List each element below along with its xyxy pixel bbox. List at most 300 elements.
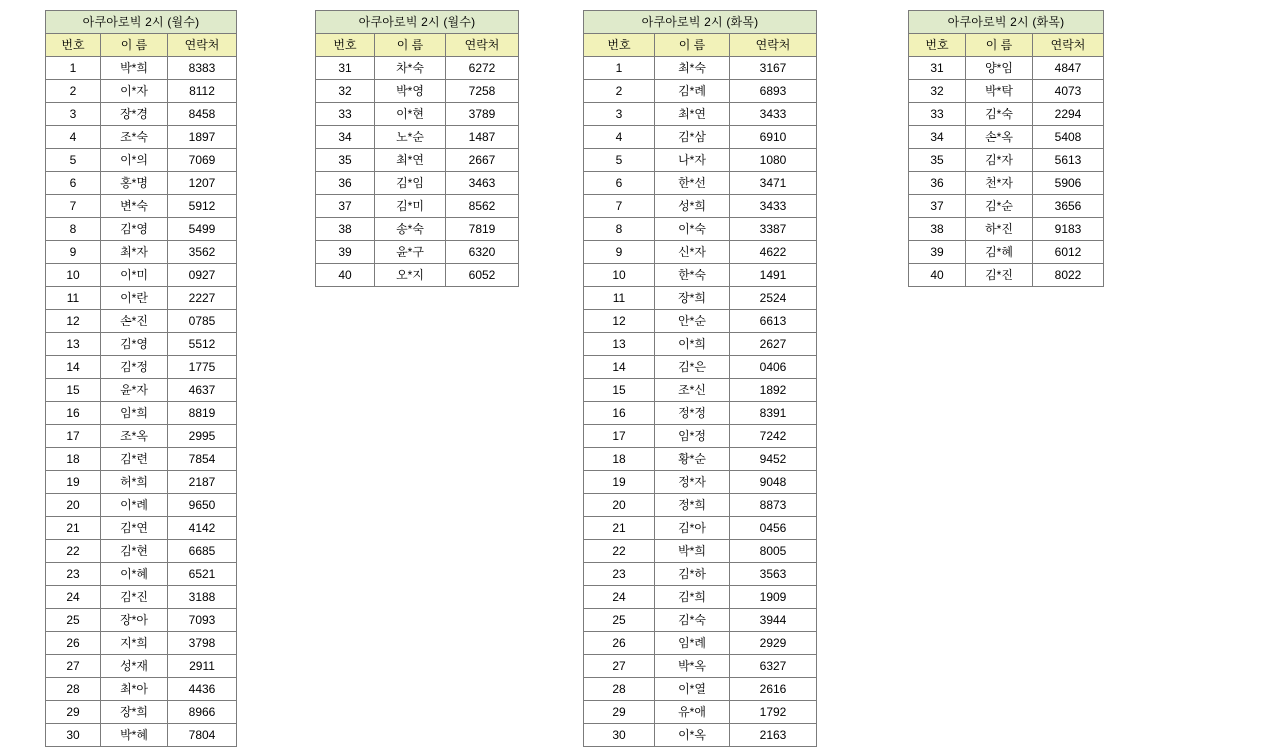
table-row <box>584 494 817 517</box>
table-cell: 3188 <box>168 586 237 609</box>
table-cell: 6 <box>46 172 101 195</box>
table-cell: 19 <box>584 471 655 494</box>
table-cell: 20 <box>46 494 101 517</box>
table-cell: 6685 <box>168 540 237 563</box>
table-cell: 27 <box>584 655 655 678</box>
table-row <box>46 563 237 586</box>
table-cell: 4142 <box>168 517 237 540</box>
table-cell: 이*란 <box>101 287 168 310</box>
table-cell: 2911 <box>168 655 237 678</box>
table-cell: 32 <box>909 80 966 103</box>
table-cell: 36 <box>316 172 375 195</box>
table-cell: 7258 <box>446 80 519 103</box>
table-cell: 6910 <box>730 126 817 149</box>
table-cell: 9452 <box>730 448 817 471</box>
table-row <box>909 218 1104 241</box>
column-header: 연락처 <box>168 34 237 57</box>
table-cell: 3433 <box>730 195 817 218</box>
table-cell: 이*희 <box>655 333 730 356</box>
table-row <box>46 57 237 80</box>
table-header-row <box>584 34 817 57</box>
column-header: 연락처 <box>1033 34 1104 57</box>
table-cell: 2667 <box>446 149 519 172</box>
table-cell: 2 <box>46 80 101 103</box>
column-header: 번호 <box>316 34 375 57</box>
table-row <box>46 471 237 494</box>
table-cell: 이*혜 <box>101 563 168 586</box>
table-row <box>584 172 817 195</box>
table-cell: 25 <box>46 609 101 632</box>
table-row <box>584 632 817 655</box>
table-cell: 1775 <box>168 356 237 379</box>
table-cell: 김*련 <box>101 448 168 471</box>
table-cell: 13 <box>584 333 655 356</box>
table-row <box>316 103 519 126</box>
table-row <box>584 287 817 310</box>
table-cell: 9 <box>584 241 655 264</box>
table-row <box>46 195 237 218</box>
table-row <box>584 103 817 126</box>
table-row <box>909 195 1104 218</box>
table-row <box>909 264 1104 287</box>
table-cell: 정*자 <box>655 471 730 494</box>
table-cell: 2524 <box>730 287 817 310</box>
table-cell: 22 <box>584 540 655 563</box>
table-cell: 지*희 <box>101 632 168 655</box>
table-cell: 3 <box>46 103 101 126</box>
table-row <box>46 126 237 149</box>
table-cell: 1 <box>584 57 655 80</box>
table-cell: 8 <box>46 218 101 241</box>
table-title: 아쿠아로빅 2시 (화목) <box>909 11 1104 34</box>
column-header: 이 름 <box>101 34 168 57</box>
table-cell: 7093 <box>168 609 237 632</box>
table-cell: 김*영 <box>101 333 168 356</box>
table-cell: 8022 <box>1033 264 1104 287</box>
table-cell: 김*순 <box>966 195 1033 218</box>
column-header: 번호 <box>909 34 966 57</box>
table-cell: 28 <box>584 678 655 701</box>
table-cell: 3167 <box>730 57 817 80</box>
table-cell: 30 <box>46 724 101 747</box>
table-row <box>316 149 519 172</box>
column-header: 이 름 <box>655 34 730 57</box>
table-cell: 한*숙 <box>655 264 730 287</box>
table-cell: 천*자 <box>966 172 1033 195</box>
table-row <box>909 149 1104 172</box>
table-cell: 1080 <box>730 149 817 172</box>
table-cell: 이*열 <box>655 678 730 701</box>
table-cell: 조*옥 <box>101 425 168 448</box>
table-cell: 3656 <box>1033 195 1104 218</box>
table-cell: 임*희 <box>101 402 168 425</box>
table-cell: 3 <box>584 103 655 126</box>
table-cell: 3789 <box>446 103 519 126</box>
table-cell: 4 <box>584 126 655 149</box>
table-cell: 김*임 <box>375 172 446 195</box>
table-cell: 33 <box>909 103 966 126</box>
table-row <box>584 80 817 103</box>
table-cell: 이*현 <box>375 103 446 126</box>
table-cell: 37 <box>909 195 966 218</box>
table-cell: 1207 <box>168 172 237 195</box>
table-cell: 6327 <box>730 655 817 678</box>
table-cell: 34 <box>316 126 375 149</box>
table-cell: 0927 <box>168 264 237 287</box>
table-cell: 17 <box>584 425 655 448</box>
table-row <box>46 678 237 701</box>
table-cell: 2929 <box>730 632 817 655</box>
table-row <box>46 655 237 678</box>
table-cell: 노*순 <box>375 126 446 149</box>
table-cell: 허*희 <box>101 471 168 494</box>
table-cell: 18 <box>46 448 101 471</box>
table-row <box>584 517 817 540</box>
table-cell: 12 <box>584 310 655 333</box>
table-cell: 10 <box>46 264 101 287</box>
table-title: 아쿠아로빅 2시 (화목) <box>584 11 817 34</box>
table-cell: 8966 <box>168 701 237 724</box>
table-cell: 3387 <box>730 218 817 241</box>
table-cell: 1909 <box>730 586 817 609</box>
table-cell: 성*재 <box>101 655 168 678</box>
table-cell: 21 <box>584 517 655 540</box>
table-cell: 김*자 <box>966 149 1033 172</box>
table-row <box>46 540 237 563</box>
table-cell: 34 <box>909 126 966 149</box>
table-cell: 나*자 <box>655 149 730 172</box>
table-cell: 2627 <box>730 333 817 356</box>
table-cell: 13 <box>46 333 101 356</box>
table-cell: 박*영 <box>375 80 446 103</box>
column-header: 이 름 <box>966 34 1033 57</box>
table-cell: 이*의 <box>101 149 168 172</box>
table-row <box>584 471 817 494</box>
table-cell: 차*숙 <box>375 57 446 80</box>
table-cell: 8 <box>584 218 655 241</box>
table-cell: 6893 <box>730 80 817 103</box>
table-row <box>46 80 237 103</box>
table-cell: 25 <box>584 609 655 632</box>
table-row <box>46 333 237 356</box>
table-cell: 이*미 <box>101 264 168 287</box>
table-cell: 임*정 <box>655 425 730 448</box>
table-cell: 33 <box>316 103 375 126</box>
table-cell: 한*선 <box>655 172 730 195</box>
table-cell: 5613 <box>1033 149 1104 172</box>
roster-block-2 <box>315 10 519 287</box>
table-header-row <box>316 34 519 57</box>
table-cell: 19 <box>46 471 101 494</box>
table-cell: 1892 <box>730 379 817 402</box>
table-cell: 장*경 <box>101 103 168 126</box>
table-row <box>584 724 817 747</box>
table-row <box>584 195 817 218</box>
table-cell: 김*하 <box>655 563 730 586</box>
table-cell: 김*진 <box>101 586 168 609</box>
table-row <box>584 57 817 80</box>
table-cell: 최*숙 <box>655 57 730 80</box>
roster-table <box>45 10 237 747</box>
table-cell: 5912 <box>168 195 237 218</box>
table-cell: 오*지 <box>375 264 446 287</box>
table-cell: 김*숙 <box>655 609 730 632</box>
table-cell: 6521 <box>168 563 237 586</box>
table-row <box>46 241 237 264</box>
table-cell: 8458 <box>168 103 237 126</box>
table-cell: 4847 <box>1033 57 1104 80</box>
table-cell: 8005 <box>730 540 817 563</box>
table-cell: 1792 <box>730 701 817 724</box>
table-cell: 30 <box>584 724 655 747</box>
table-cell: 최*연 <box>655 103 730 126</box>
table-header-row <box>46 34 237 57</box>
table-row <box>909 57 1104 80</box>
table-row <box>46 448 237 471</box>
table-row <box>316 57 519 80</box>
table-cell: 29 <box>584 701 655 724</box>
table-cell: 12 <box>46 310 101 333</box>
table-cell: 안*순 <box>655 310 730 333</box>
table-cell: 6012 <box>1033 241 1104 264</box>
table-cell: 27 <box>46 655 101 678</box>
table-cell: 이*례 <box>101 494 168 517</box>
table-row <box>584 609 817 632</box>
table-cell: 15 <box>584 379 655 402</box>
table-cell: 3944 <box>730 609 817 632</box>
table-cell: 32 <box>316 80 375 103</box>
table-cell: 8383 <box>168 57 237 80</box>
table-row <box>584 701 817 724</box>
table-cell: 윤*구 <box>375 241 446 264</box>
table-cell: 4073 <box>1033 80 1104 103</box>
table-cell: 하*진 <box>966 218 1033 241</box>
table-cell: 김*미 <box>375 195 446 218</box>
table-title-row <box>584 11 817 34</box>
table-row <box>46 264 237 287</box>
table-cell: 16 <box>46 402 101 425</box>
table-cell: 8562 <box>446 195 519 218</box>
table-cell: 1487 <box>446 126 519 149</box>
table-row <box>46 103 237 126</box>
table-cell: 38 <box>316 218 375 241</box>
table-cell: 29 <box>46 701 101 724</box>
table-cell: 최*아 <box>101 678 168 701</box>
table-row <box>46 149 237 172</box>
table-cell: 8112 <box>168 80 237 103</box>
table-row <box>46 379 237 402</box>
table-cell: 이*옥 <box>655 724 730 747</box>
table-row <box>46 609 237 632</box>
table-cell: 박*희 <box>655 540 730 563</box>
table-cell: 최*자 <box>101 241 168 264</box>
roster-block-1 <box>45 10 237 747</box>
table-row <box>584 149 817 172</box>
column-header: 이 름 <box>375 34 446 57</box>
table-cell: 31 <box>909 57 966 80</box>
table-cell: 37 <box>316 195 375 218</box>
table-cell: 1491 <box>730 264 817 287</box>
table-cell: 16 <box>584 402 655 425</box>
table-cell: 18 <box>584 448 655 471</box>
table-cell: 7804 <box>168 724 237 747</box>
table-title: 아쿠아로빅 2시 (월수) <box>316 11 519 34</box>
table-cell: 8819 <box>168 402 237 425</box>
table-cell: 15 <box>46 379 101 402</box>
table-cell: 39 <box>909 241 966 264</box>
table-row <box>584 540 817 563</box>
table-row <box>46 494 237 517</box>
table-cell: 11 <box>46 287 101 310</box>
table-cell: 4622 <box>730 241 817 264</box>
table-cell: 0456 <box>730 517 817 540</box>
table-cell: 5408 <box>1033 126 1104 149</box>
table-cell: 39 <box>316 241 375 264</box>
table-cell: 박*희 <box>101 57 168 80</box>
table-row <box>46 310 237 333</box>
table-row <box>584 379 817 402</box>
table-row <box>909 241 1104 264</box>
table-cell: 김*아 <box>655 517 730 540</box>
roster-block-3 <box>583 10 817 747</box>
table-cell: 3471 <box>730 172 817 195</box>
table-row <box>584 402 817 425</box>
table-cell: 이*숙 <box>655 218 730 241</box>
table-row <box>584 425 817 448</box>
table-cell: 장*희 <box>655 287 730 310</box>
table-cell: 6320 <box>446 241 519 264</box>
table-row <box>584 310 817 333</box>
table-cell: 신*자 <box>655 241 730 264</box>
table-cell: 최*연 <box>375 149 446 172</box>
table-cell: 35 <box>316 149 375 172</box>
table-cell: 1 <box>46 57 101 80</box>
table-cell: 11 <box>584 287 655 310</box>
table-row <box>584 448 817 471</box>
table-cell: 8873 <box>730 494 817 517</box>
table-row <box>909 80 1104 103</box>
table-row <box>316 264 519 287</box>
table-cell: 윤*자 <box>101 379 168 402</box>
table-cell: 3433 <box>730 103 817 126</box>
table-cell: 김*진 <box>966 264 1033 287</box>
table-cell: 31 <box>316 57 375 80</box>
table-cell: 0406 <box>730 356 817 379</box>
table-cell: 손*진 <box>101 310 168 333</box>
table-cell: 변*숙 <box>101 195 168 218</box>
table-cell: 5906 <box>1033 172 1104 195</box>
table-cell: 8391 <box>730 402 817 425</box>
table-cell: 유*애 <box>655 701 730 724</box>
table-cell: 박*혜 <box>101 724 168 747</box>
table-cell: 26 <box>46 632 101 655</box>
table-row <box>584 563 817 586</box>
table-cell: 5 <box>584 149 655 172</box>
table-cell: 9650 <box>168 494 237 517</box>
table-cell: 23 <box>46 563 101 586</box>
roster-block-4 <box>908 10 1104 287</box>
table-cell: 4 <box>46 126 101 149</box>
table-cell: 정*정 <box>655 402 730 425</box>
table-cell: 24 <box>584 586 655 609</box>
table-cell: 김*영 <box>101 218 168 241</box>
table-cell: 3798 <box>168 632 237 655</box>
table-row <box>909 126 1104 149</box>
table-row <box>46 356 237 379</box>
table-cell: 14 <box>584 356 655 379</box>
table-row <box>46 287 237 310</box>
table-cell: 김*숙 <box>966 103 1033 126</box>
table-title-row <box>316 11 519 34</box>
table-row <box>584 586 817 609</box>
table-header-row <box>909 34 1104 57</box>
table-cell: 조*신 <box>655 379 730 402</box>
table-title-row <box>46 11 237 34</box>
table-row <box>46 586 237 609</box>
table-row <box>316 195 519 218</box>
roster-table <box>908 10 1104 287</box>
table-cell: 홍*명 <box>101 172 168 195</box>
table-row <box>584 218 817 241</box>
table-cell: 6613 <box>730 310 817 333</box>
table-cell: 2187 <box>168 471 237 494</box>
table-row <box>46 632 237 655</box>
table-row <box>584 241 817 264</box>
table-cell: 5 <box>46 149 101 172</box>
table-row <box>46 402 237 425</box>
table-cell: 정*희 <box>655 494 730 517</box>
table-cell: 김*혜 <box>966 241 1033 264</box>
column-header: 번호 <box>46 34 101 57</box>
roster-table <box>583 10 817 747</box>
table-row <box>584 678 817 701</box>
table-cell: 성*희 <box>655 195 730 218</box>
table-row <box>316 241 519 264</box>
table-row <box>909 103 1104 126</box>
table-cell: 손*옥 <box>966 126 1033 149</box>
table-cell: 박*옥 <box>655 655 730 678</box>
table-row <box>46 724 237 747</box>
column-header: 연락처 <box>446 34 519 57</box>
table-cell: 김*은 <box>655 356 730 379</box>
table-cell: 9048 <box>730 471 817 494</box>
table-cell: 7819 <box>446 218 519 241</box>
table-cell: 황*순 <box>655 448 730 471</box>
table-cell: 박*탁 <box>966 80 1033 103</box>
table-title-row <box>909 11 1104 34</box>
table-row <box>909 172 1104 195</box>
table-row <box>316 80 519 103</box>
table-cell: 김*례 <box>655 80 730 103</box>
table-cell: 4637 <box>168 379 237 402</box>
table-cell: 2616 <box>730 678 817 701</box>
table-cell: 3563 <box>730 563 817 586</box>
table-cell: 3463 <box>446 172 519 195</box>
table-cell: 40 <box>316 264 375 287</box>
table-cell: 24 <box>46 586 101 609</box>
table-cell: 17 <box>46 425 101 448</box>
table-cell: 이*자 <box>101 80 168 103</box>
table-cell: 35 <box>909 149 966 172</box>
table-cell: 김*연 <box>101 517 168 540</box>
column-header: 번호 <box>584 34 655 57</box>
table-cell: 2227 <box>168 287 237 310</box>
table-cell: 김*현 <box>101 540 168 563</box>
table-cell: 3562 <box>168 241 237 264</box>
table-cell: 임*례 <box>655 632 730 655</box>
table-cell: 7 <box>584 195 655 218</box>
table-cell: 21 <box>46 517 101 540</box>
